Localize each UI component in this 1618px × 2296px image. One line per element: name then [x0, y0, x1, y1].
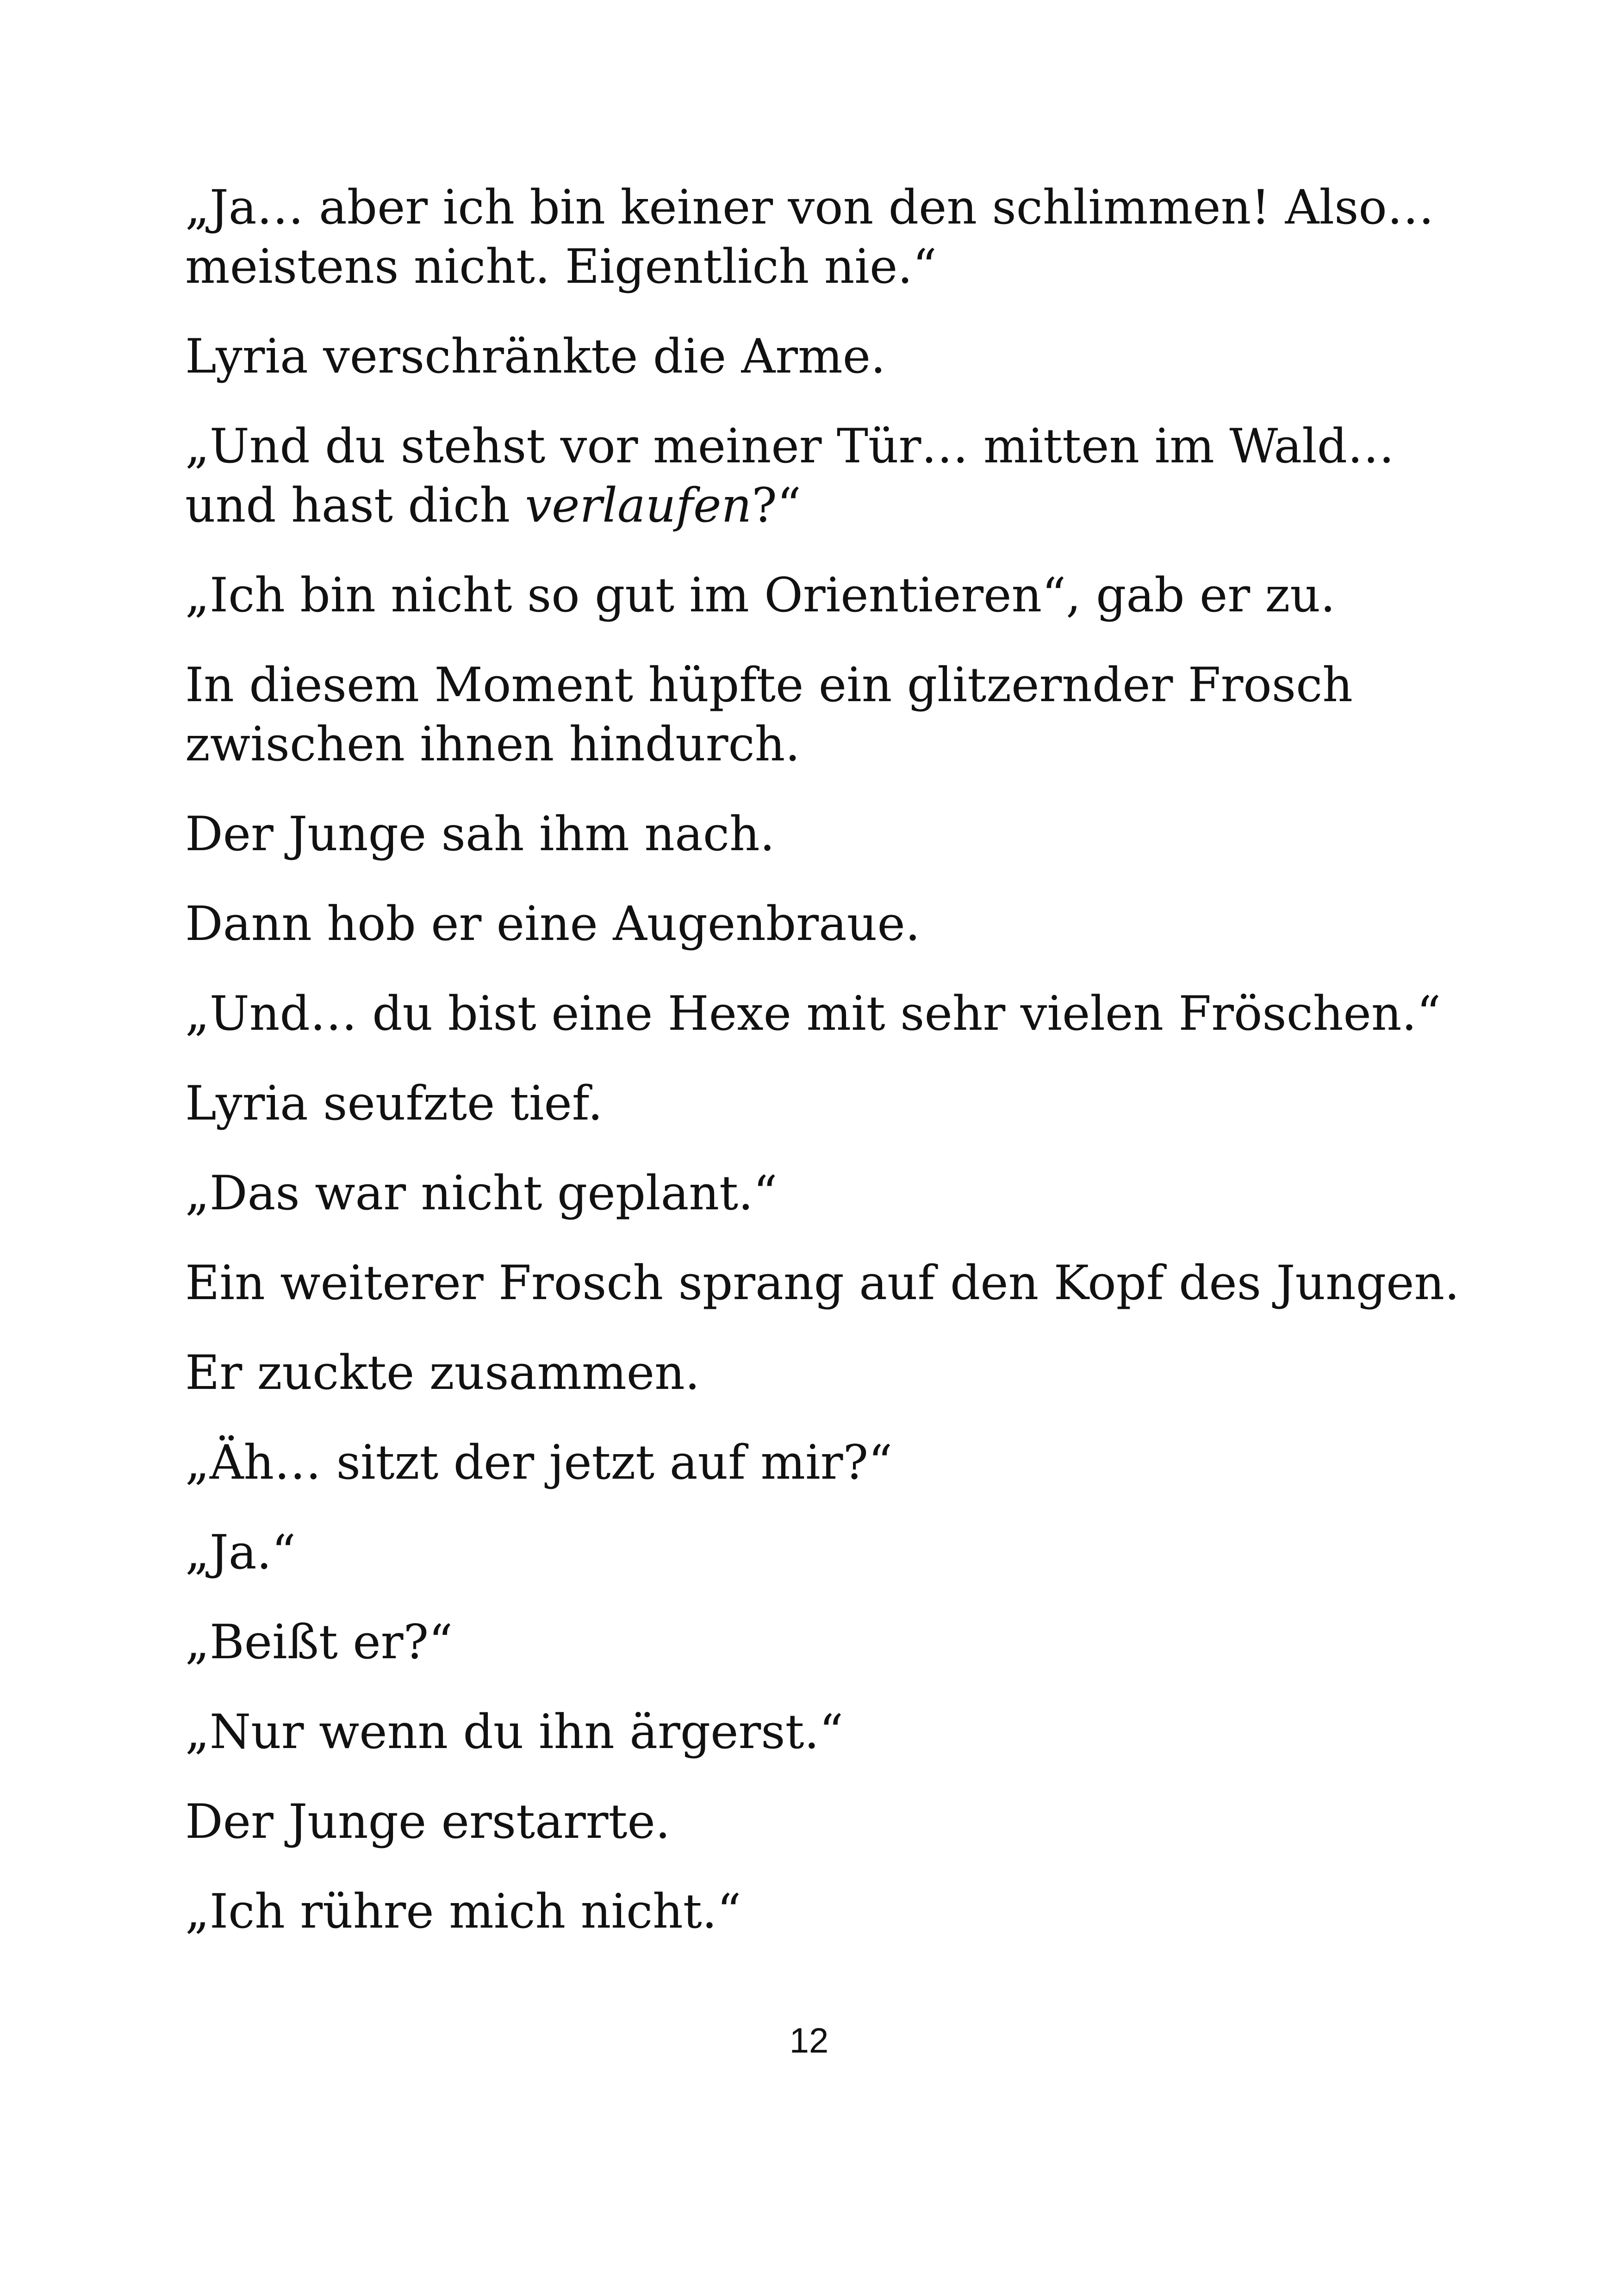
- paragraph: Der Junge erstarrte.: [185, 1794, 671, 1849]
- paragraph: „Ja.“: [185, 1525, 296, 1580]
- paragraph: „Ja… aber ich bin keiner von den schlimmen! Also… meistens nicht. Eigentlich nie.“: [185, 180, 1434, 294]
- paragraph: Lyria verschränkte die Arme.: [185, 329, 886, 384]
- paragraph: „Beißt er?“: [185, 1615, 453, 1670]
- paragraph-text: ?“: [752, 478, 802, 533]
- paragraph: [185, 417, 1481, 535]
- paragraph-text: „Und du stehst vor meiner Tür… mitten im Wald… und hast dich: [185, 419, 1395, 533]
- paragraph: „Ich rühre mich nicht.“: [185, 1884, 741, 1939]
- paragraph: Ein weiterer Frosch sprang auf den Kopf des Jungen.: [185, 1256, 1460, 1311]
- page-number: 12: [789, 2021, 829, 2060]
- paragraph: „Nur wenn du ihn ärgerst.“: [185, 1705, 844, 1760]
- paragraph: In diesem Moment hüpfte ein glitzernder Frosch zwischen ihnen hindurch.: [185, 658, 1353, 772]
- paragraph: Der Junge sah ihm nach.: [185, 807, 775, 862]
- paragraph: Er zuckte zusammen.: [185, 1345, 700, 1400]
- paragraph: „Und… du bist eine Hexe mit sehr vielen Fröschen.“: [185, 986, 1441, 1041]
- italic-word: verlaufen: [525, 478, 752, 533]
- paragraph: „Das war nicht geplant.“: [185, 1166, 778, 1221]
- paragraph: Dann hob er eine Augenbraue.: [185, 896, 921, 952]
- paragraph: Lyria seufzte tief.: [185, 1076, 603, 1131]
- paragraph: „Ich bin nicht so gut im Orientieren“, gab er zu.: [185, 568, 1336, 623]
- body-text: [185, 178, 1481, 1972]
- paragraph: „Äh… sitzt der jetzt auf mir?“: [185, 1435, 893, 1490]
